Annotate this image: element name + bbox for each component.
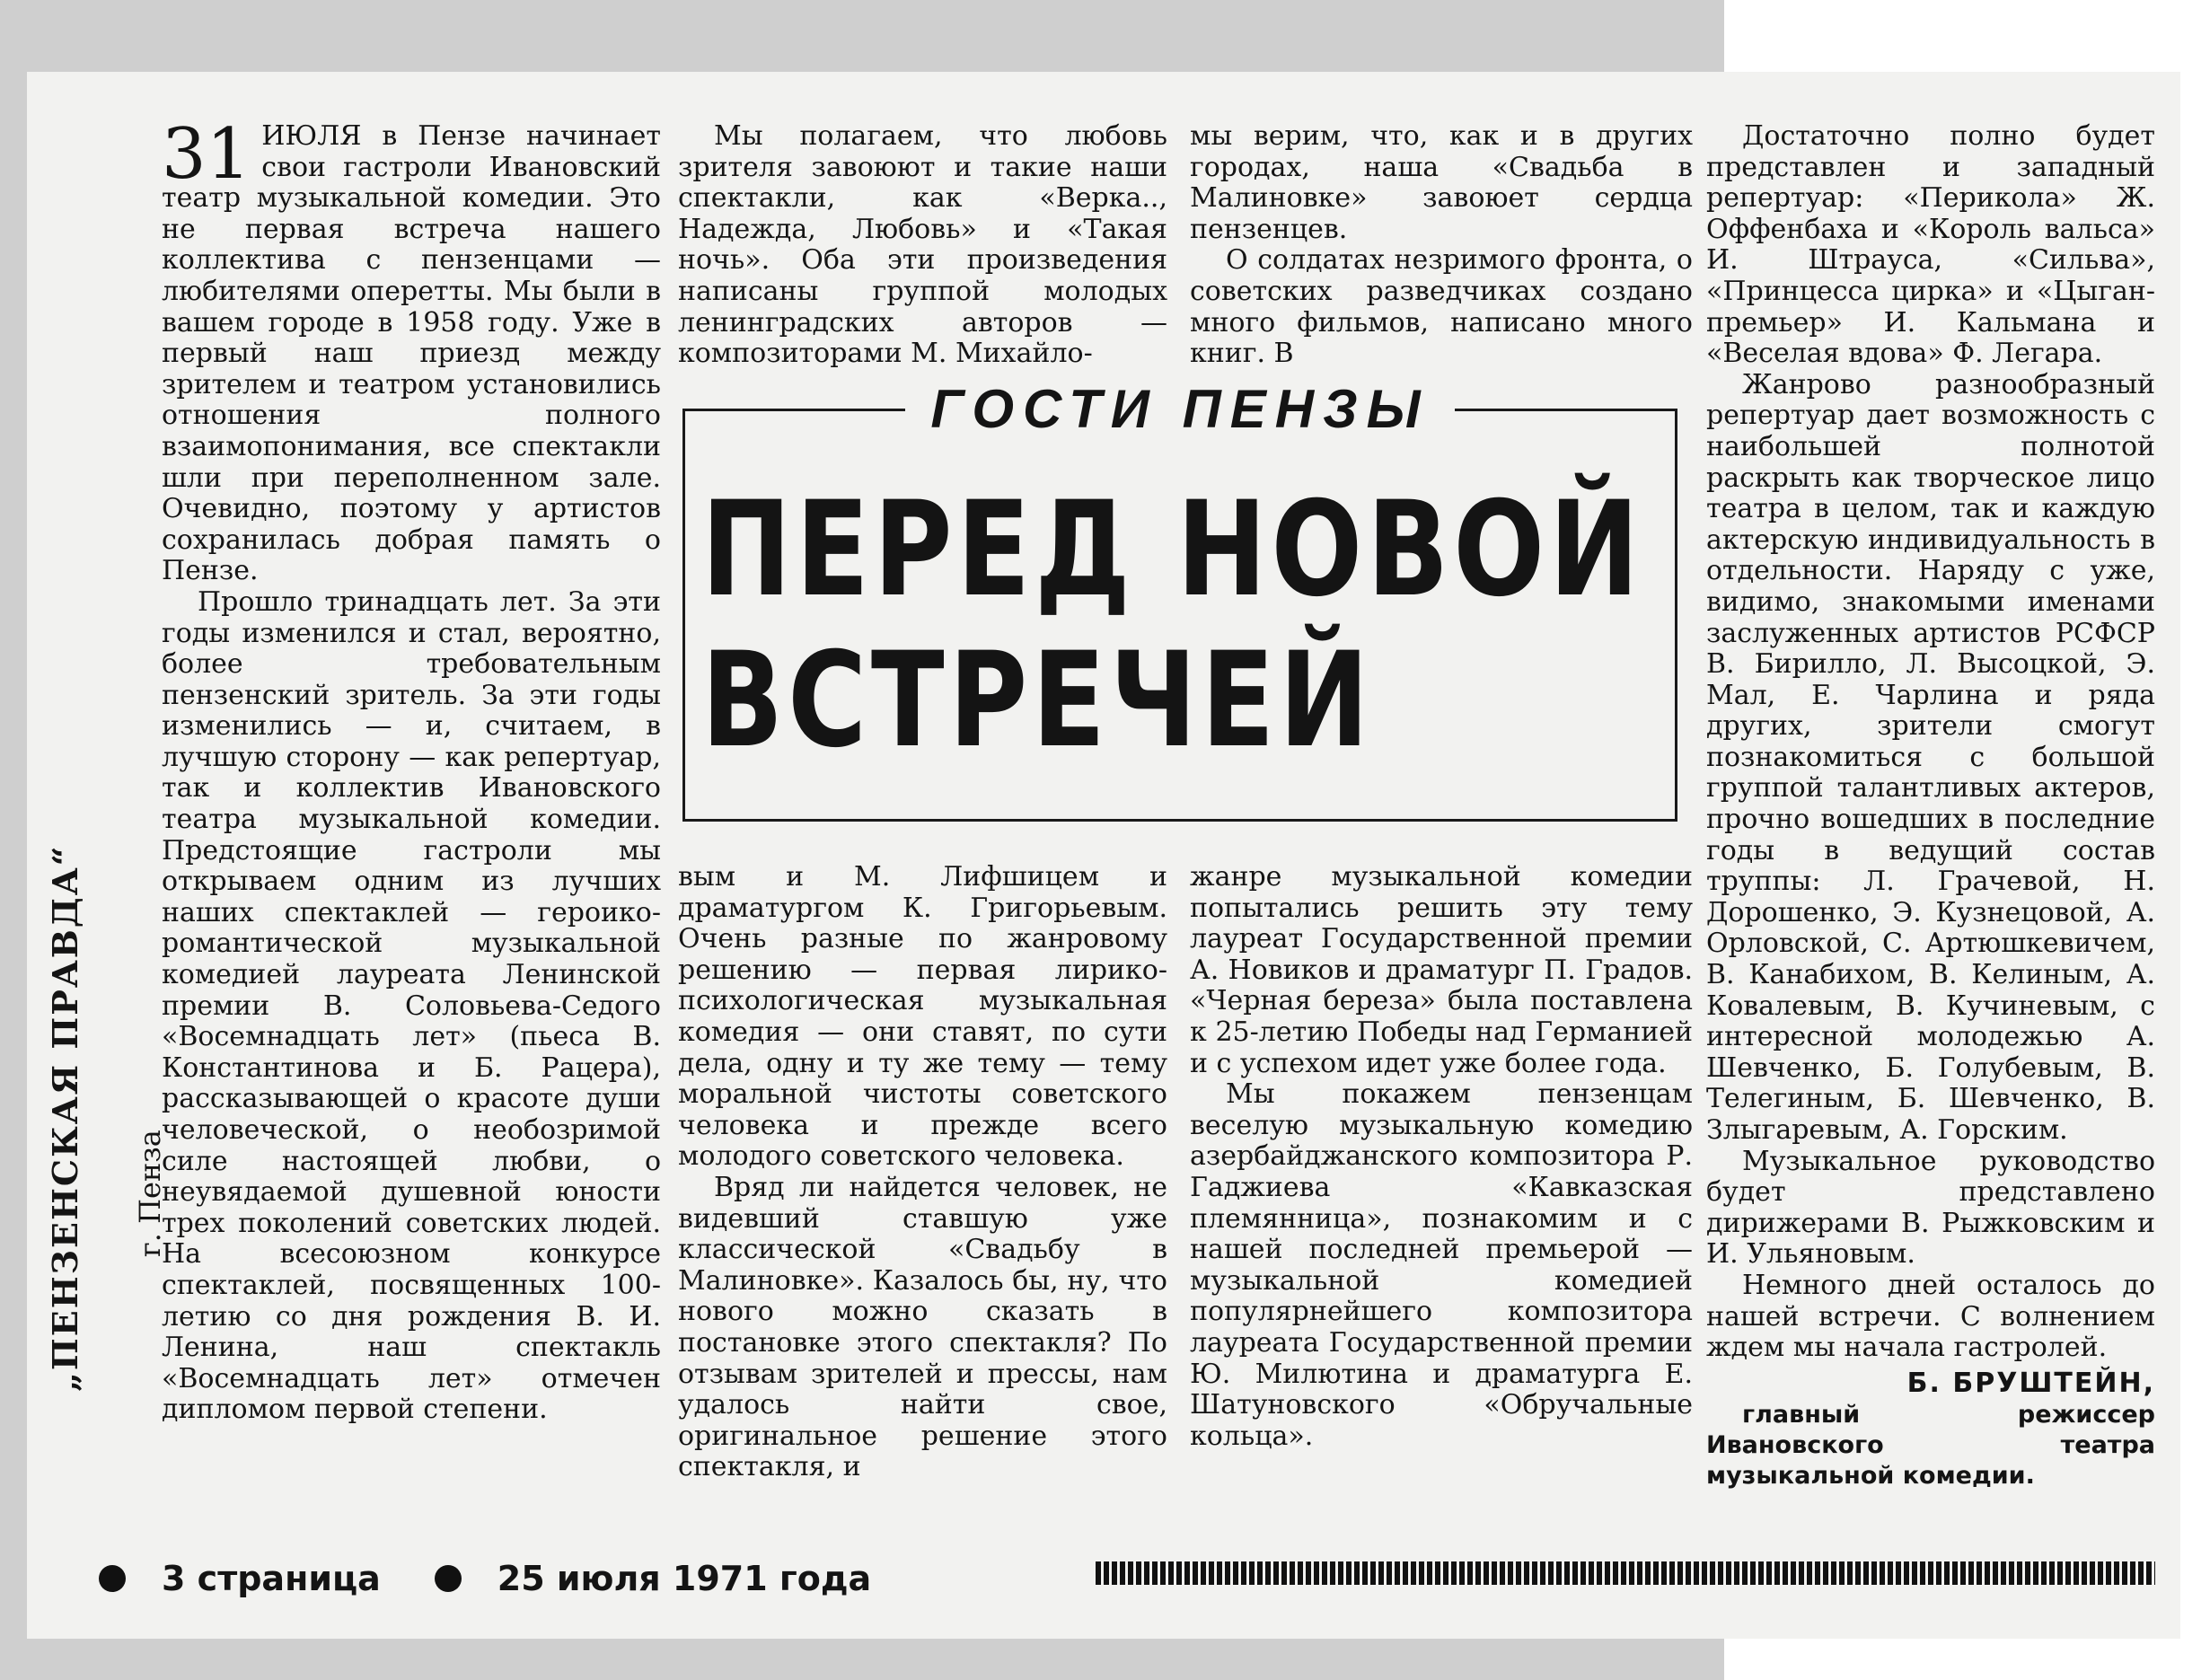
column-2-top [678, 121, 1167, 370]
paragraph: Прошло тринадцать лет. За эти годы изменился и стал, вероятно, более требовательным пензенский зритель. За эти годы изменились — и, считаем, в лучшую сторону — как репертуар, так и коллектив Ивановского театра музыкальной комедии. Предстоящие гастроли мы открываем одним из лучших наших спектаклей — героико-романтической музыкальной комедией лауреата Ленинской премии В. Соловьева-Седого «Восемнадцать лет» (пьеса В. Константинова и Б. Рацера), рассказывающей о красоте души человеческой, о необозримой силе настоящей любви, о неувядаемой душевной юности трех поколений советских людей. На всесоюзном конкурсе спектаклей, посвященных 100-летию со дня рождения В. И. Ленина, наш спектакль «Восемнадцать лет» отмечен дипломом первой степени. [162, 585, 661, 1426]
column-4 [1706, 121, 2155, 1491]
paragraph [162, 114, 661, 587]
author-role: главный режиссер Ивановского театра музыкальной комедии. [1706, 1400, 2155, 1490]
paragraph-text: ИЮЛЯ в Пензе начинает свои гастроли Ивановский театр музыкальной комедии. Это не первая встреча нашего коллектива с пензенцами — любителями оперетты. Мы были в вашем городе в 1958 году. Уже в первый наш приезд между зрителем и театром установились отношения полного взаимопонимания, все спектакли шли при переполненном зале. Очевидно, поэтому у артистов сохранилась добрая память о Пензе. [162, 120, 661, 587]
bullet-icon [435, 1565, 462, 1592]
bullet-icon [99, 1565, 126, 1592]
column-3-bottom [1190, 862, 1693, 1452]
page-number: 3 страница [162, 1558, 381, 1598]
rubric [685, 379, 1675, 439]
paragraph: Мы полагаем, что любовь зрителя завоюют и такие наши спектакли, как «Верка.., Надежда, Любовь» и «Такая ночь». Оба эти произведения написаны группой молодых ленинградских авторов — композиторами М. Михайло- [678, 120, 1167, 370]
paragraph: Немного дней осталось до нашей встречи. С волнением ждем мы начала гастролей. [1706, 1269, 2155, 1364]
paragraph: жанре музыкальной комедии попытались решить эту тему лауреат Государственной премии А. Новиков и драматург П. Градов. «Черная береза» была поставлена к 25-летию Победы над Германией и с успехом идет уже более года. [1190, 861, 1693, 1079]
footer-rule [1096, 1561, 2155, 1585]
newspaper-clipping [27, 72, 2180, 1639]
drop-cap: 31 [162, 114, 251, 195]
rubric-text: ГОСТИ ПЕНЗЫ [905, 379, 1454, 439]
paragraph: мы верим, что, как и в других городах, наша «Свадьба в Малиновке» завоюет сердца пензенцев. [1190, 120, 1693, 245]
paragraph: Достаточно полно будет представлен и западный репертуар: «Перикола» Ж. Оффенбаха и «Король вальса» И. Штрауса, «Сильва», «Принцесса цирка» и «Цыган-премьер» И. Кальмана и «Веселая вдова» Ф. Легара. [1706, 120, 2155, 370]
paragraph: Вряд ли найдется человек, не видевший ставшую уже классической «Свадьбу в Малиновке». Казалось бы, ну, что нового можно сказать в постановке этого спектакля? По отзывам зрителей и прессы, нам удалось найти свое, оригинальное решение этого спектакля, и [678, 1171, 1167, 1483]
author-name: Б. БРУШТЕЙН, [1906, 1367, 2155, 1399]
column-2-bottom [678, 862, 1167, 1483]
city-label: г. Пенза [133, 1130, 167, 1257]
column-1 [162, 114, 661, 1426]
title-line-2: ВСТРЕЧЕЙ [701, 624, 1374, 777]
paragraph: О солдатах незримого фронта, о советских разведчиках создано много фильмов, написано много книг. В [1190, 244, 1693, 370]
paragraph: Музыкальное руководство будет представлено дирижерами В. Рыжковским и И. Ульяновым. [1706, 1145, 2155, 1271]
article-title [701, 473, 1644, 777]
paragraph: вым и М. Лифшицем и драматургом К. Григорьевым. Очень разные по жанровому решению — первая лирико-психологическая музыкальная комедия — они ставят, по сути дела, одну и ту же тему — тему моральной чистоты советского человека и прежде всего молодого советского человека. [678, 861, 1167, 1173]
masthead: „ПЕНЗЕНСКАЯ ПРАВДА“ [45, 844, 85, 1392]
paragraph: Жанрово разнообразный репертуар дает возможность с наибольшей полнотой раскрыть как творческое лицо театра в целом, так и каждую актерскую индивидуальность в отдельности. Наряду с уже, видимо, знакомыми именами заслуженных артистов РСФСР В. Бирилло, Л. Высоцкой, Э. Мал, Е. Чарлина и ряда других, зрители смогут познакомиться с большой группой талантливых актеров, прочно вошедших в последние годы в ведущий состав труппы: Л. Грачевой, Н. Дорошенко, Э. Кузнецовой, А. Орловской, С. Артюшкевичем, В. Канабихом, В. Келиным, А. Ковалевым, В. Кучиневым, с интересной молодежью А. Шевченко, Б. Голубевым, В. Телегиным, Б. Шевченко, В. Злыгаревым, А. Горским. [1706, 368, 2155, 1146]
issue-date: 25 июля 1971 года [497, 1558, 872, 1598]
paragraph: Мы покажем пензенцам веселую музыкальную комедию азербайджанского композитора Р. Гаджиева «Кавказская племянница», познакомим и с нашей последней премьерой — музыкальной комедией популярнейшего композитора лауреата Государственной премии Ю. Милютина и драматурга Е. Шатуновского «Обручальные кольца». [1190, 1078, 1693, 1452]
title-line-1: ПЕРЕД НОВОЙ [701, 473, 1644, 626]
signature [1706, 1368, 2155, 1491]
column-3-top [1190, 121, 1693, 370]
page-footer [99, 1549, 2155, 1603]
headline-box [682, 379, 1677, 822]
